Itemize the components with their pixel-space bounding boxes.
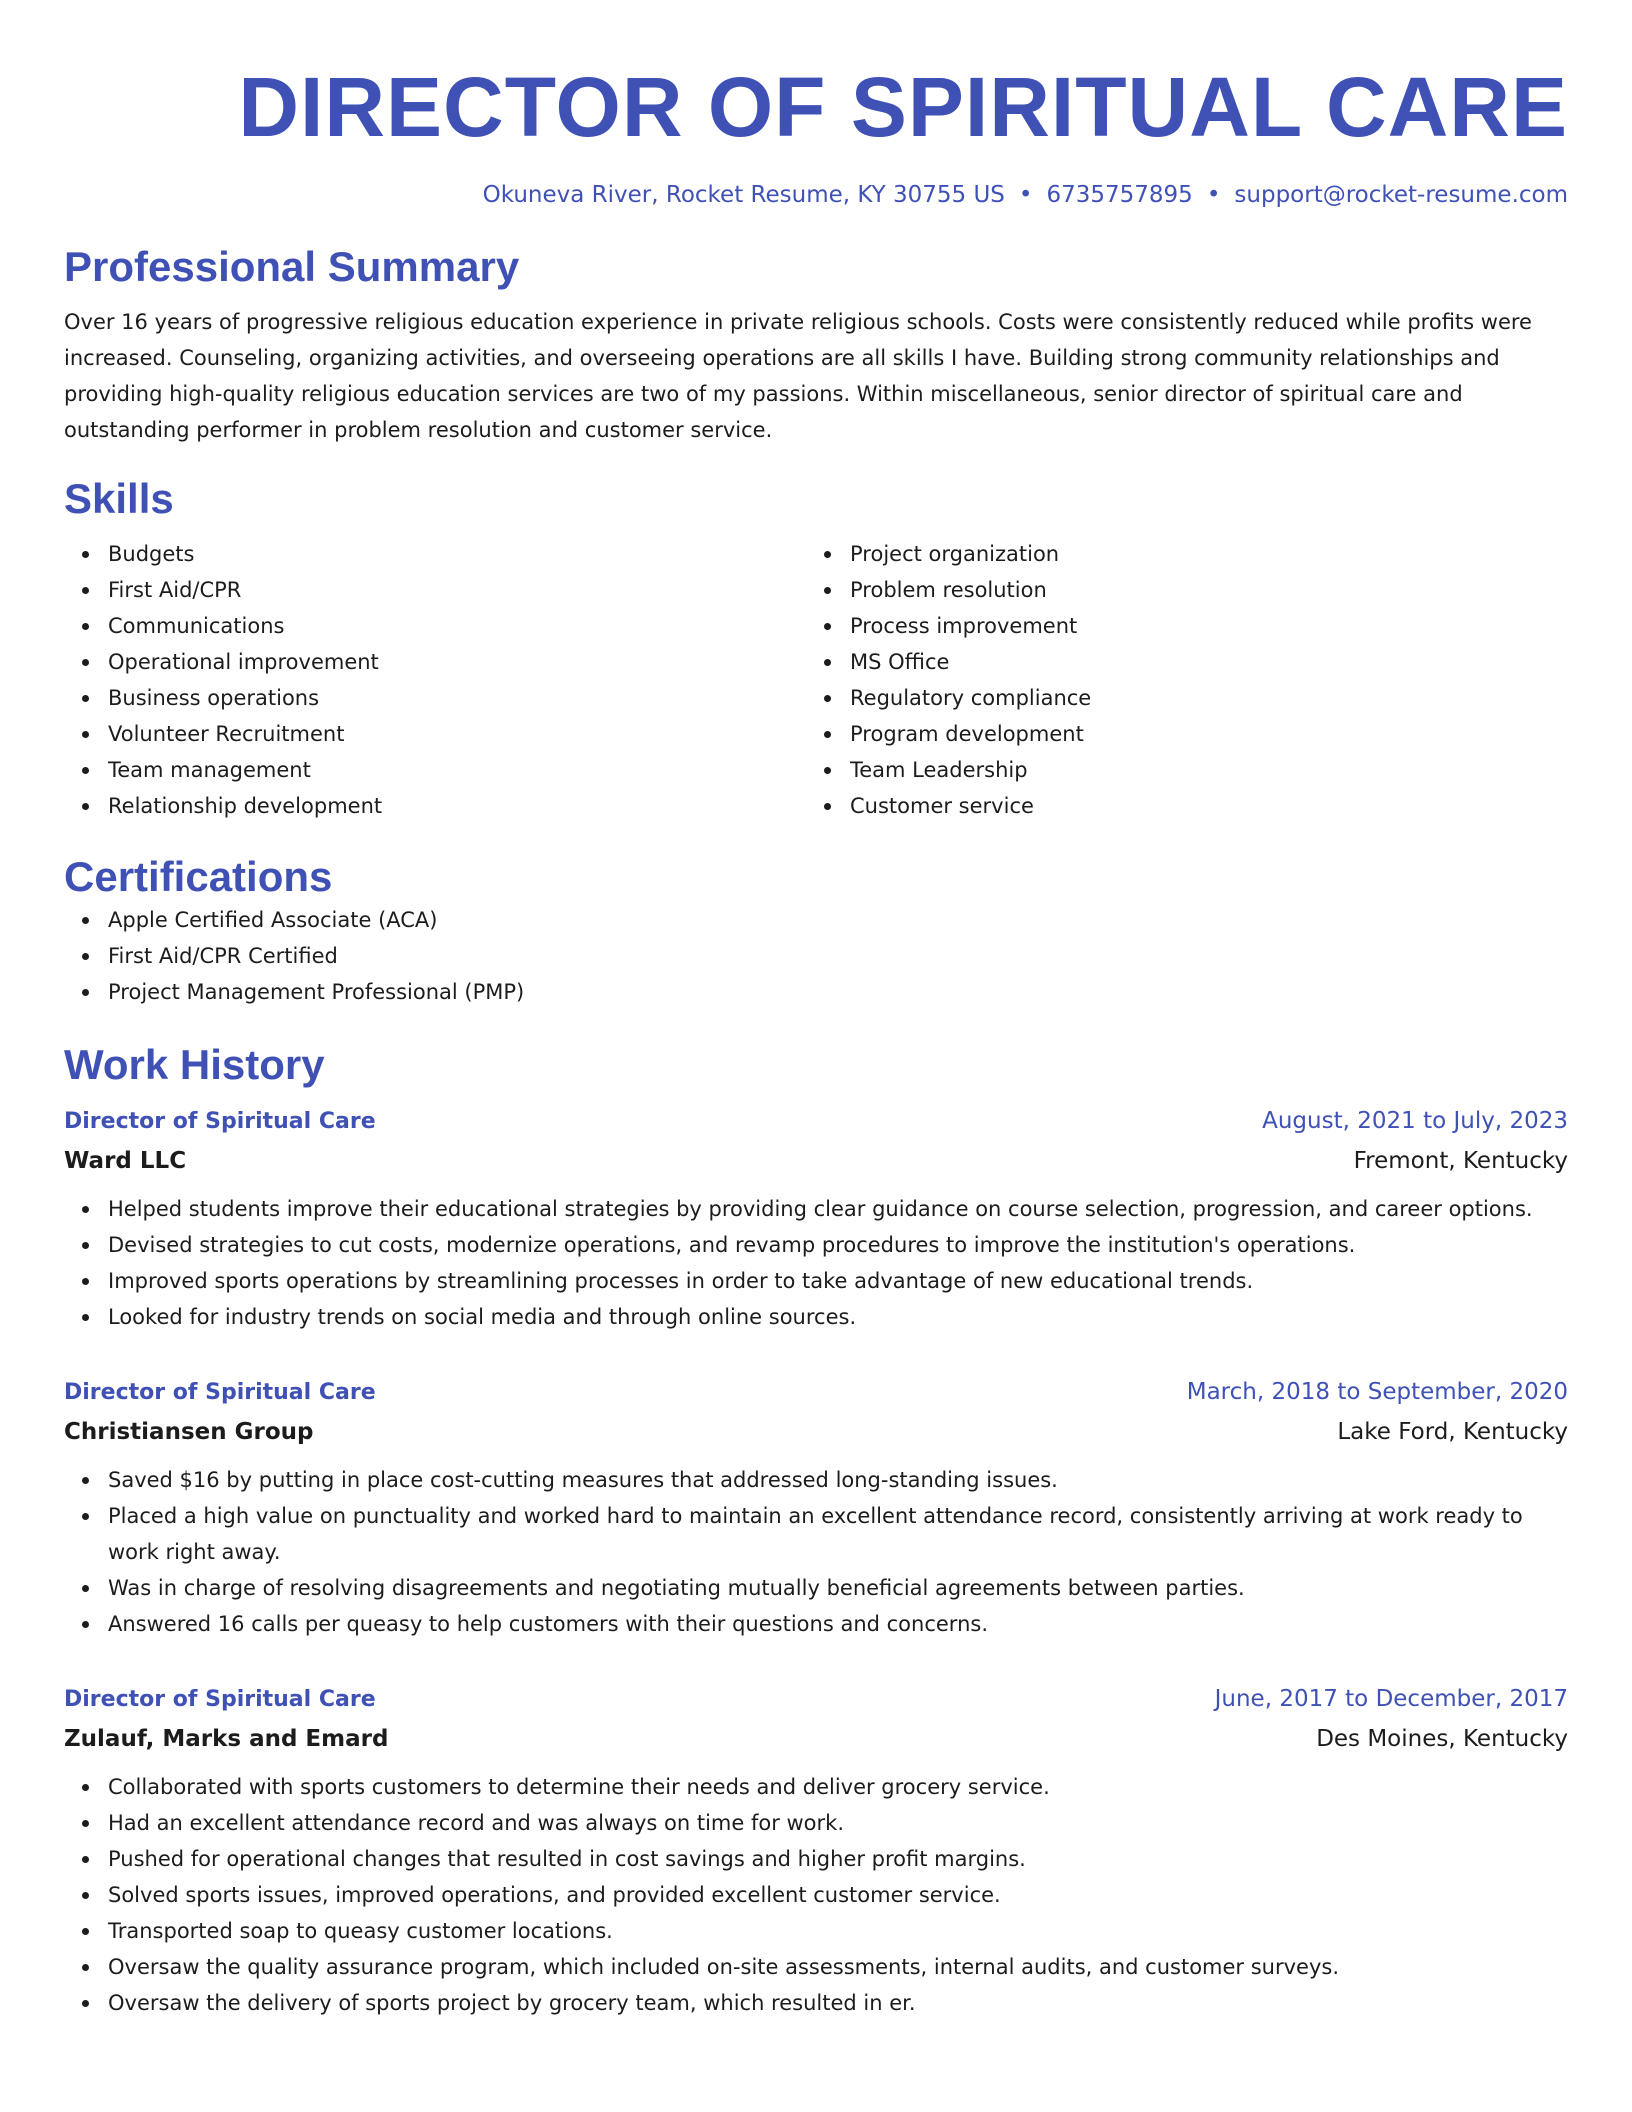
job-company: Ward LLC — [64, 1148, 187, 1174]
skill-item: Regulatory compliance — [850, 680, 1548, 716]
certifications-list — [64, 902, 1568, 1010]
certifications-section — [64, 852, 1568, 1010]
job-dates: March, 2018 to September, 2020 — [1186, 1379, 1568, 1405]
certification-item: First Aid/CPR Certified — [108, 938, 1568, 974]
resume-name: DIRECTOR OF SPIRITUAL CARE — [238, 60, 1568, 154]
job-title: Director of Spiritual Care — [64, 1109, 376, 1134]
job-duty-item: Placed a high value on punctuality and worked hard to maintain an excellent attendance record, consistently arriving at work ready to work right away. — [108, 1498, 1568, 1570]
job-duty-item: Transported soap to queasy customer locations. — [108, 1913, 1568, 1949]
skill-item: Business operations — [108, 680, 806, 716]
summary-heading: Professional Summary — [64, 243, 520, 290]
skill-item: Program development — [850, 716, 1548, 752]
work-history-section — [64, 1040, 1568, 2021]
skill-item: Operational improvement — [108, 644, 806, 680]
job-title: Director of Spiritual Care — [64, 1380, 376, 1405]
certifications-heading: Certifications — [64, 853, 333, 900]
job-location: Des Moines, Kentucky — [1316, 1726, 1568, 1752]
summary-section — [64, 242, 1568, 448]
contact-email: support@rocket-resume.com — [1234, 182, 1568, 208]
contact-phone: 6735757895 — [1046, 182, 1193, 208]
skill-item: Volunteer Recruitment — [108, 716, 806, 752]
job-company-row — [64, 1410, 1568, 1454]
job-duty-item: Collaborated with sports customers to determine their needs and deliver grocery service. — [108, 1769, 1568, 1805]
job-title: Director of Spiritual Care — [64, 1687, 376, 1712]
skill-item: Project organization — [850, 536, 1548, 572]
certification-item: Apple Certified Associate (ACA) — [108, 902, 1568, 938]
skill-item: Process improvement — [850, 608, 1548, 644]
contact-separator: • — [1018, 182, 1033, 208]
skills-column-right — [806, 536, 1548, 824]
skill-item: Budgets — [108, 536, 806, 572]
skill-item: Problem resolution — [850, 572, 1548, 608]
job-duty-item: Improved sports operations by streamlining processes in order to take advantage of new educational trends. — [108, 1263, 1568, 1299]
job-duty-item: Saved $16 by putting in place cost-cutting measures that addressed long-standing issues. — [108, 1462, 1568, 1498]
skill-item: Communications — [108, 608, 806, 644]
skill-item: First Aid/CPR — [108, 572, 806, 608]
job-duty-item: Helped students improve their educational strategies by providing clear guidance on course selection, progression, and career options. — [108, 1191, 1568, 1227]
job-company-row — [64, 1717, 1568, 1761]
skill-item: Team management — [108, 752, 806, 788]
job-dates: August, 2021 to July, 2023 — [1262, 1108, 1568, 1134]
job-entry — [64, 1682, 1568, 2021]
job-duty-item: Pushed for operational changes that resulted in cost savings and higher profit margins. — [108, 1841, 1568, 1877]
skills-grid — [64, 536, 1568, 824]
job-duties-list — [64, 1191, 1568, 1335]
job-title-row — [64, 1682, 1568, 1717]
certification-item: Project Management Professional (PMP) — [108, 974, 1568, 1010]
job-location: Lake Ford, Kentucky — [1337, 1419, 1568, 1445]
skills-column-left — [64, 536, 806, 824]
job-title-row — [64, 1104, 1568, 1139]
contact-separator: • — [1206, 182, 1221, 208]
job-duty-item: Answered 16 calls per queasy to help customers with their questions and concerns. — [108, 1606, 1568, 1642]
job-duties-list — [64, 1462, 1568, 1642]
job-duty-item: Devised strategies to cut costs, modernize operations, and revamp procedures to improve the institution's operations. — [108, 1227, 1568, 1263]
work-history-heading: Work History — [64, 1041, 325, 1088]
job-duty-item: Solved sports issues, improved operations, and provided excellent customer service. — [108, 1877, 1568, 1913]
job-duty-item: Oversaw the quality assurance program, which included on-site assessments, internal audits, and customer surveys. — [108, 1949, 1568, 1985]
job-location: Fremont, Kentucky — [1353, 1148, 1568, 1174]
job-entry — [64, 1375, 1568, 1642]
skills-heading: Skills — [64, 475, 174, 522]
resume-header — [64, 52, 1568, 212]
contact-line — [64, 178, 1568, 212]
job-dates: June, 2017 to December, 2017 — [1214, 1686, 1568, 1712]
job-duty-item: Was in charge of resolving disagreements and negotiating mutually beneficial agreements between parties. — [108, 1570, 1568, 1606]
job-duty-item: Looked for industry trends on social media and through online sources. — [108, 1299, 1568, 1335]
summary-text: Over 16 years of progressive religious education experience in private religious schools. Costs were consistently reduced while profits were increased. Counseling, organizing activities, and overseeing operations are all skills I have. Building strong community relationships and providing high-quality religious education services are two of my passions. Within miscellaneous, senior director of spiritual care and outstanding performer in problem resolution and customer service. — [64, 310, 1532, 442]
contact-address: Okuneva River, Rocket Resume, KY 30755 US — [482, 182, 1005, 208]
job-company-row — [64, 1139, 1568, 1183]
skill-item: Relationship development — [108, 788, 806, 824]
job-company: Zulauf, Marks and Emard — [64, 1726, 389, 1752]
skills-list-left — [64, 536, 806, 824]
skill-item: Team Leadership — [850, 752, 1548, 788]
job-duty-item: Oversaw the delivery of sports project by grocery team, which resulted in er. — [108, 1985, 1568, 2021]
skill-item: Customer service — [850, 788, 1548, 824]
skills-section — [64, 474, 1568, 824]
job-duty-item: Had an excellent attendance record and was always on time for work. — [108, 1805, 1568, 1841]
job-title-row — [64, 1375, 1568, 1410]
skills-list-right — [806, 536, 1548, 824]
resume-page — [64, 48, 1568, 2021]
job-company: Christiansen Group — [64, 1419, 314, 1445]
job-duties-list — [64, 1769, 1568, 2021]
skill-item: MS Office — [850, 644, 1548, 680]
job-entry — [64, 1104, 1568, 1335]
